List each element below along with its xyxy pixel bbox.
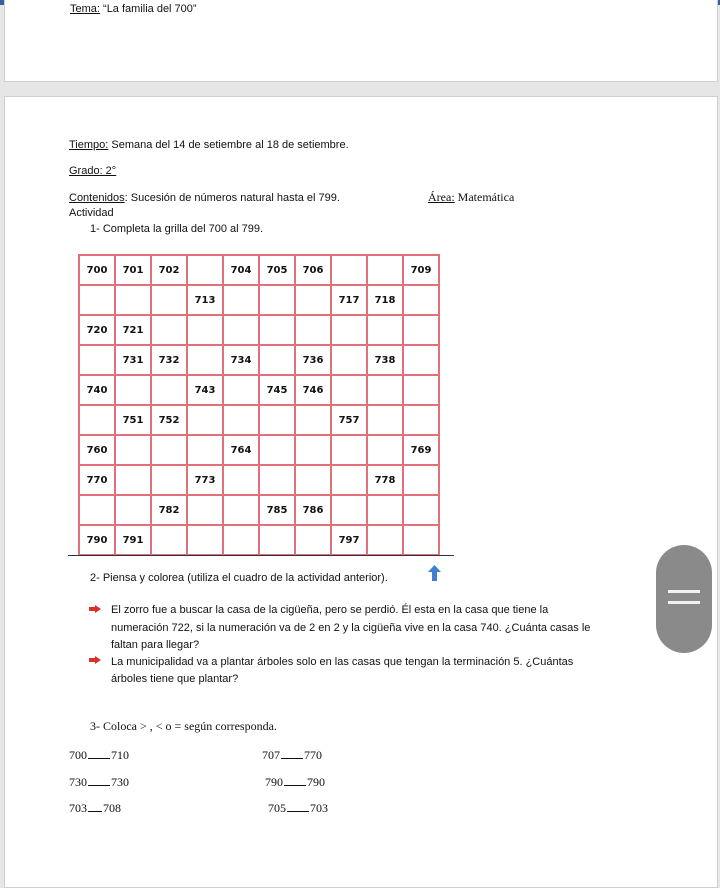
- grid-cell: [331, 375, 367, 405]
- comparison-item: 790 790: [265, 775, 325, 789]
- grid-cell: [187, 495, 223, 525]
- contenidos-line: [69, 192, 340, 205]
- activity1-instruction: 1- Completa la grilla del 700 al 799.: [90, 223, 264, 235]
- grid-cell: 746: [295, 375, 331, 405]
- comparison-item: 700 710: [69, 748, 129, 762]
- grid-cell: [367, 255, 403, 285]
- grid-cell: 720: [79, 315, 115, 345]
- item1-line2: numeración 722, si la numeración va de 2 en 2 y la cigüeña vive en la casa 740. ¿Cuánta casas le: [111, 622, 591, 634]
- grid-row: [79, 315, 439, 345]
- grid-cell: 782: [151, 495, 187, 525]
- activity2-instruction: 2- Piensa y colorea (utiliza el cuadro de la actividad anterior).: [90, 572, 388, 584]
- grid-cell: [79, 345, 115, 375]
- grip-line: [668, 601, 700, 604]
- grid-cell: [295, 405, 331, 435]
- item2-line1: La municipalidad va a plantar árboles solo en las casas que tengan la terminación 5. ¿Cuántas: [111, 656, 574, 668]
- grid-cell: 736: [295, 345, 331, 375]
- grid-cell: 734: [223, 345, 259, 375]
- page-1: [4, 0, 718, 82]
- comparison-item: 703 708: [69, 801, 121, 815]
- grid-cell: [259, 435, 295, 465]
- up-arrow-icon: [428, 565, 441, 581]
- grid-cell: 790: [79, 525, 115, 555]
- grid-cell: [295, 435, 331, 465]
- grid-cell: [331, 345, 367, 375]
- item1-line1: El zorro fue a buscar la casa de la cigüeña, pero se perdió. Él esta en la casa que tiene la: [111, 604, 549, 616]
- grid-cell: 785: [259, 495, 295, 525]
- grid-cell: [187, 435, 223, 465]
- grid-cell: [295, 285, 331, 315]
- grid-row: [79, 465, 439, 495]
- grid-cell: 705: [259, 255, 295, 285]
- grid-cell: [403, 315, 439, 345]
- comparison-item: 707 770: [262, 748, 322, 762]
- grid-cell: [295, 315, 331, 345]
- grid-cell: [223, 525, 259, 555]
- red-arrow-bullet-icon: [89, 605, 101, 613]
- comparison-item: 705 703: [268, 801, 328, 815]
- grid-cell: [259, 405, 295, 435]
- grid-cell: [223, 375, 259, 405]
- grid-cell: [187, 255, 223, 285]
- grid-cell: [151, 525, 187, 555]
- grid-cell: 764: [223, 435, 259, 465]
- grid-cell: [151, 285, 187, 315]
- grid-cell: [187, 525, 223, 555]
- grid-cell: 721: [115, 315, 151, 345]
- grid-cell: [223, 495, 259, 525]
- grid-cell: 745: [259, 375, 295, 405]
- grid-row: [79, 285, 439, 315]
- grid-cell: [79, 285, 115, 315]
- grid-cell: 706: [295, 255, 331, 285]
- grid-cell: 743: [187, 375, 223, 405]
- area-label: Área:: [428, 190, 455, 204]
- grid-cell: [403, 495, 439, 525]
- contenidos-value: : Sucesión de números natural hasta el 799.: [124, 192, 340, 204]
- grid-cell: [151, 435, 187, 465]
- grid-cell: [79, 495, 115, 525]
- grid-cell: [223, 285, 259, 315]
- grid-cell: [115, 285, 151, 315]
- grid-row: [79, 405, 439, 435]
- red-arrow-bullet-icon: [89, 656, 101, 664]
- grid-cell: [151, 465, 187, 495]
- grid-row: [79, 435, 439, 465]
- grid-cell: [403, 285, 439, 315]
- grid-cell: [259, 285, 295, 315]
- grid-cell: [259, 525, 295, 555]
- grid-cell: [331, 255, 367, 285]
- contenidos-label: Contenidos: [69, 192, 125, 204]
- grid-cell: [115, 495, 151, 525]
- grid-cell: [151, 315, 187, 345]
- grid-cell: [403, 345, 439, 375]
- grid-cell: [151, 375, 187, 405]
- grid-cell: 752: [151, 405, 187, 435]
- grid-cell: 701: [115, 255, 151, 285]
- tiempo-value: Semana del 14 de setiembre al 18 de setiembre.: [108, 139, 349, 151]
- grid-cell: [223, 405, 259, 435]
- grid-cell: 731: [115, 345, 151, 375]
- grid-cell: 702: [151, 255, 187, 285]
- grid-cell: [187, 315, 223, 345]
- grid-cell: [403, 405, 439, 435]
- grid-row: [79, 525, 439, 555]
- grid-cell: 786: [295, 495, 331, 525]
- separator-line: [68, 555, 454, 556]
- grid-cell: [331, 495, 367, 525]
- tema-value: “La familia del 700”: [99, 3, 197, 15]
- grid-cell: [223, 315, 259, 345]
- tema-label: Tema:: [70, 3, 100, 15]
- grid-cell: 778: [367, 465, 403, 495]
- grid-cell: 718: [367, 285, 403, 315]
- grid-cell: 732: [151, 345, 187, 375]
- grid-cell: 717: [331, 285, 367, 315]
- grid-cell: [367, 525, 403, 555]
- actividad-heading: Actividad: [69, 207, 114, 219]
- grid-cell: 770: [79, 465, 115, 495]
- grid-cell: 738: [367, 345, 403, 375]
- tiempo-label: Tiempo:: [69, 139, 109, 151]
- area-line: [428, 191, 514, 204]
- grid-cell: [259, 315, 295, 345]
- grid-cell: [331, 465, 367, 495]
- grid-cell: [295, 525, 331, 555]
- grid-cell: [259, 465, 295, 495]
- grid-row: [79, 375, 439, 405]
- comparison-item: 730 730: [69, 775, 129, 789]
- grid-cell: 769: [403, 435, 439, 465]
- grid-cell: [403, 525, 439, 555]
- grid-cell: 709: [403, 255, 439, 285]
- grid-cell: [403, 465, 439, 495]
- grid-cell: 760: [79, 435, 115, 465]
- grid-cell: 797: [331, 525, 367, 555]
- grip-line: [668, 590, 700, 593]
- grid-cell: 740: [79, 375, 115, 405]
- grid-cell: [403, 375, 439, 405]
- activity3-instruction: 3- Coloca > , < o = según corresponda.: [90, 719, 277, 733]
- grid-cell: [115, 375, 151, 405]
- grid-cell: 700: [79, 255, 115, 285]
- grid-row: [79, 495, 439, 525]
- grid-cell: [367, 405, 403, 435]
- scrollbar-handle[interactable]: [656, 545, 712, 653]
- grid-row: [79, 255, 439, 285]
- grid-cell: 773: [187, 465, 223, 495]
- grid-cell: 704: [223, 255, 259, 285]
- grid-cell: [79, 405, 115, 435]
- grid-cell: [367, 315, 403, 345]
- grid-cell: [115, 465, 151, 495]
- grid-cell: 713: [187, 285, 223, 315]
- grid-cell: [259, 345, 295, 375]
- grid-cell: 791: [115, 525, 151, 555]
- grid-cell: [187, 405, 223, 435]
- grid-cell: 757: [331, 405, 367, 435]
- grid-cell: [367, 375, 403, 405]
- grid-cell: [331, 315, 367, 345]
- grid-cell: 751: [115, 405, 151, 435]
- grid-cell: [367, 435, 403, 465]
- area-value: Matemática: [454, 190, 515, 204]
- item1-line3: faltan para llegar?: [111, 639, 200, 651]
- grid-cell: [295, 465, 331, 495]
- number-grid: [78, 254, 440, 556]
- item2-line2: árboles tiene que plantar?: [111, 673, 239, 685]
- grid-cell: [223, 465, 259, 495]
- grid-cell: [115, 435, 151, 465]
- grid-cell: [331, 435, 367, 465]
- tema-line: [70, 3, 197, 16]
- grid-cell: [367, 495, 403, 525]
- tiempo-line: [69, 139, 349, 152]
- grado-label: Grado: 2°: [69, 165, 117, 177]
- grid-row: [79, 345, 439, 375]
- grid-cell: [187, 345, 223, 375]
